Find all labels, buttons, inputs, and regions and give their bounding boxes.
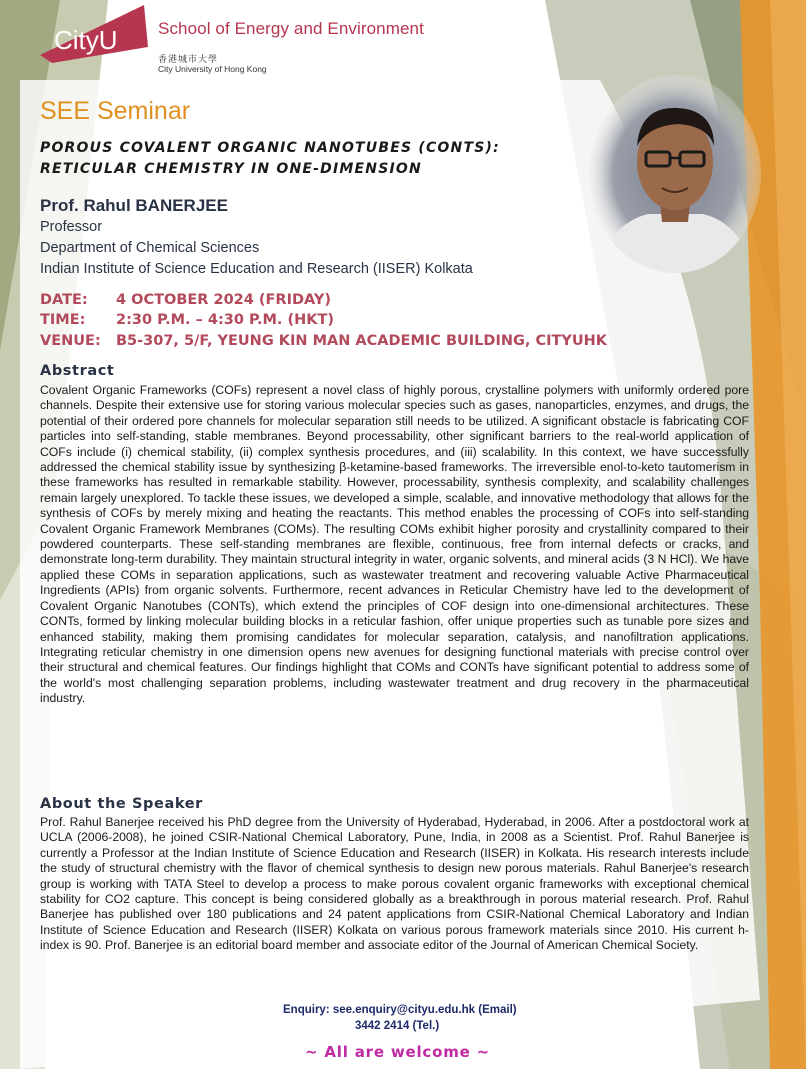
speaker-position: Professor (40, 219, 103, 235)
talk-title-line-1: POROUS COVALENT ORGANIC NANOTUBES (CONTS): (40, 140, 500, 156)
time-value: 2:30 P.M. – 4:30 P.M. (HKT) (116, 312, 334, 328)
welcome-message: ~ All are welcome ~ (305, 1043, 490, 1061)
talk-title-line-2: RETICULAR CHEMISTRY IN ONE-DIMENSION (40, 161, 422, 177)
abstract-text: Covalent Organic Frameworks (COFs) represent a novel class of highly porous, crystalline polymers with uniformly ordered pore channels. Despite their extensive use for storing various molecular species such as gases, nanoparticles, enzymes, and drugs, the potential of their ordered pore channels for molecular separation still needs to be utilized. A significant obstacle is fabricating COF particles into self-standing, stable membranes. Beyond processability, other significant barriers to the real-world application of COFs include (i) chemical stability, (ii) complex synthesis procedures, and (iii) scalability. In this context, we have successfully addressed the chemical stability issue by synthesizing β-ketamine-based frameworks. The irreversible enol-to-keto tautomerism in these frameworks has resulted in remarkable stability. However, processability, synthesis complexity, and scalability challenges remain largely unexplored. To tackle these issues, we developed a simple, scalable, and innovative methodology that allows for the synthesis of COFs by merely mixing and heating the reactants. This method enables the processing of COFs into self-standing Covalent Organic Framework Membranes (COMs). The resulting COMs exhibit higher porosity and crystallinity compared to their powdered counterparts. These self-standing membranes are flexible, continuous, free from internal defects or cracks, and demonstrate long-term durability. They maintain structural integrity in water, organic solvents, and mineral acids (3 N HCl). We have applied these COMs in separation applications, such as wastewater treatment and recovering valuable Active Pharmaceutical Ingredients (APIs) from organic solvents. Furthermore, recent advances in Reticular Chemistry have led to the development of Covalent Organic Nanotubes (CONTs), which extend the principles of COF design into one-dimensional architectures. These CONTs, formed by linking molecular building blocks in a reticular fashion, offer unique properties such as tunable pore sizes and enhanced stability, making them promising candidates for molecular separation, catalysis, and nanofiltration applications. Integrating reticular chemistry in one dimension opens new avenues for designing functional materials with precise control over their structural and chemical features. Our findings highlight that COMs and CONTs have significant potential to address some of the world's most challenging separation problems, including wastewater treatment and drug recovery in the pharmaceutical industry. (40, 383, 749, 706)
enquiry-email-link[interactable]: see.enquiry@cityu.edu.hk (332, 1004, 476, 1016)
speaker-photo (588, 74, 763, 274)
speaker-name: Prof. Rahul BANERJEE (40, 196, 228, 215)
abstract-heading: Abstract (40, 363, 115, 379)
school-name: School of Energy and Environment (158, 19, 424, 38)
enquiry-email-suffix: (Email) (478, 1004, 517, 1016)
date-label: DATE: (40, 292, 88, 308)
time-label: TIME: (40, 312, 86, 328)
university-name-english: City University of Hong Kong (158, 64, 267, 74)
talk-title (40, 138, 600, 180)
about-speaker-text: Prof. Rahul Banerjee received his PhD degree from the University of Hyderabad, Hyderabad, in 2006. After a postdoctoral work at UCLA (2006-2008), he joined CSIR-National Chemical Laboratory, Pune, India, in 2008 as a Scientist. Prof. Rahul Banerjee is currently a Professor at the Indian Institute of Science Education and Research (IISER) in Kolkata. His research interests include the study of structural chemistry with the flavor of chemical synthesis to design new porous materials. Rahul Banerjee's research group is working with TATA Steel to develop a process to make porous covalent organic frameworks with exceptional chemical stability for CO2 capture. This concept is being considered globally as a breakthrough in porous material research. Prof. Rahul Banerjee has published over 180 publications and 24 patent applications from CSIR-National Chemical Laboratory and Indian Institute of Science Education and Research (IISER) Kolkata on various porous framework materials since 2010. His current h-index is 90. Prof. Banerjee is an editorial board member and associate editor of the Journal of American Chemical Society. (40, 815, 749, 953)
date-value: 4 OCTOBER 2024 (FRIDAY) (116, 292, 331, 308)
speaker-department: Department of Chemical Sciences (40, 240, 260, 256)
university-name-chinese: 香港城市大學 (158, 55, 219, 65)
seminar-series-title: SEE Seminar (40, 97, 191, 125)
logo-wordmark: CityU (54, 25, 118, 55)
enquiry-telephone: 3442 2414 (Tel.) (355, 1020, 440, 1032)
venue-label: VENUE: (40, 333, 101, 349)
about-speaker-heading: About the Speaker (40, 796, 203, 812)
venue-value: B5-307, 5/F, YEUNG KIN MAN ACADEMIC BUILDING, CITYUHK (116, 333, 608, 349)
speaker-institution: Indian Institute of Science Education and Research (IISER) Kolkata (40, 261, 473, 277)
enquiry-line (283, 1004, 517, 1016)
cityu-logo (34, 3, 154, 65)
enquiry-label: Enquiry: (283, 1004, 330, 1016)
